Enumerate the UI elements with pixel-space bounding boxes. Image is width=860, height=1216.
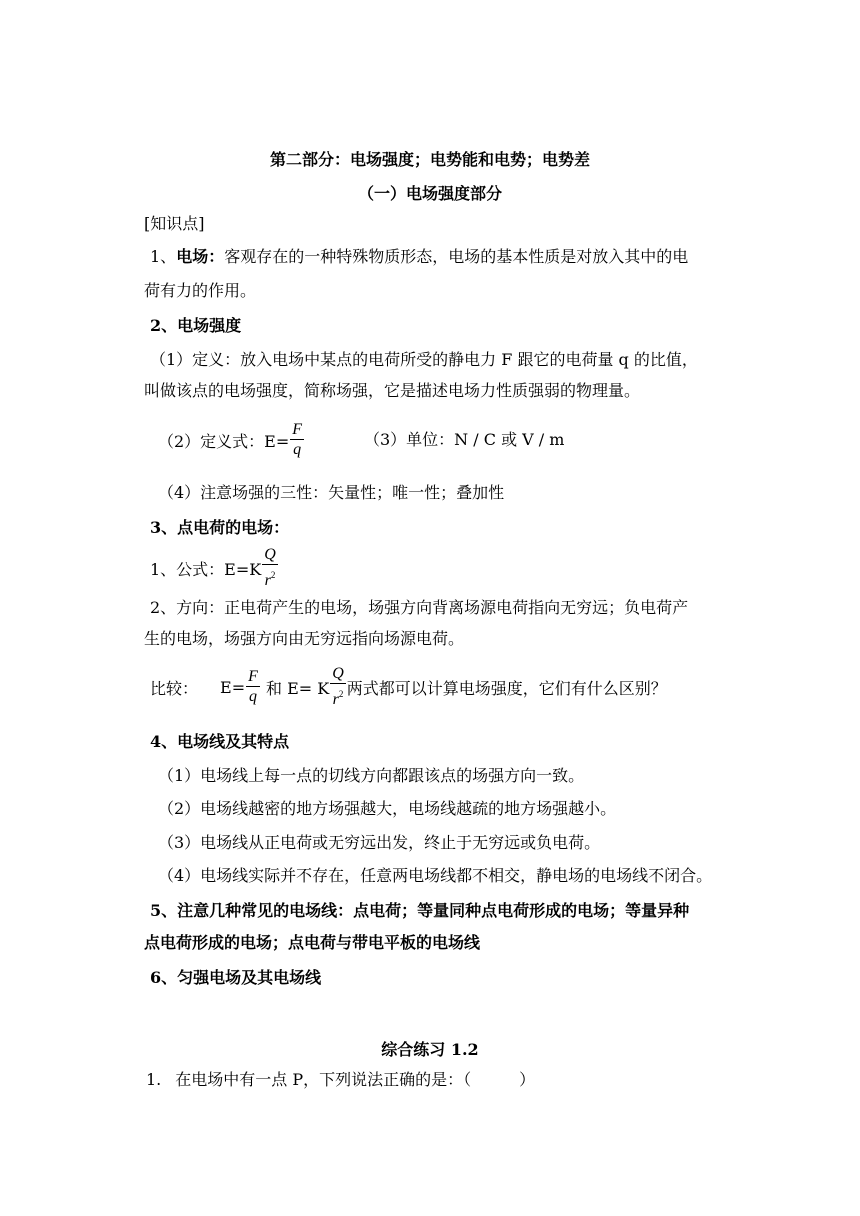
field-line-point-3: （3）电场线从正电荷或无穷远出发，终止于无穷远或负电荷。 [158,833,601,852]
section-title: （一）电场强度部分 [357,184,502,203]
denominator: $r^2$ [332,689,344,708]
compare-question: 两式都可以计算电场强度，它们有什么区别？ [346,679,667,698]
field-definition: 客观存在的一种特殊物质形态，电场的基本性质是对放入其中的电 [224,247,689,266]
fraction-q-over-r2 [330,665,346,710]
numerator: Q [332,665,344,682]
direction-line-2: 生的电场，场强方向由无穷远指向场源电荷。 [144,629,465,648]
unit-line: （3）单位：N / C 或 V / m [364,430,565,449]
exercise-title: 综合练习 1.2 [381,1040,479,1059]
fraction-f-over-q [290,421,304,460]
definition-line-2: 叫做该点的电场强度，简称场强，它是描述电场力性质强弱的物理量。 [144,381,641,400]
heading-field-lines: 4、电场线及其特点 [150,732,290,751]
fraction-f-over-q [246,668,260,707]
term-field: 电场： [176,247,225,266]
compare-line [150,665,667,710]
formula-label: （2）定义式：E= [158,432,290,451]
definition-line-1: （1）定义：放入电场中某点的电荷所受的静电力 F 跟它的电荷量 q 的比值， [150,350,698,369]
heading-common-field-lines: 5、注意几种常见的电场线：点电荷；等量同种点电荷形成的电场；等量异种 [150,901,690,920]
direction-line-1: 2、方向：正电荷产生的电场，场强方向背离场源电荷指向无穷远；负电荷产 [150,598,689,617]
page-title: 第二部分：电场强度；电势能和电势；电势差 [269,150,590,169]
definition-formula [158,421,305,460]
heading-common-field-lines-cont: 点电荷形成的电场；点电荷与带电平板的电场线 [144,933,481,952]
question-text: 在电场中有一点 P，下列说法正确的是：（ ） [175,1070,536,1089]
three-properties: （4）注意场强的三性：矢量性；唯一性；叠加性 [158,483,505,502]
numerator: F [248,668,258,685]
item-number: 1、 [150,247,177,266]
field-definition-cont: 荷有力的作用。 [144,281,257,300]
numerator: F [292,421,303,438]
formula-label: 1、公式：E=K [150,560,262,579]
numerator: Q [264,546,276,563]
denominator: q [249,688,257,705]
paragraph-field [150,247,688,267]
fraction-q-over-r2 [262,546,278,591]
heading-point-charge: 3、点电荷的电场： [150,518,290,537]
point-charge-formula [150,546,279,591]
field-line-point-2: （2）电场线越密的地方场强越大，电场线越疏的地方场强越小。 [158,799,617,818]
heading-uniform-field: 6、匀强电场及其电场线 [150,968,322,987]
question-number: 1. [146,1070,162,1089]
field-line-point-4: （4）电场线实际并不存在，任意两电场线都不相交，静电场的电场线不闭合。 [158,866,713,885]
denominator: q [293,441,302,458]
field-line-point-1: （1）电场线上每一点的切线方向都跟该点的场强方向一致。 [158,766,585,785]
knowledge-label: [知识点] [144,214,205,233]
compare-e1: E= [220,678,246,697]
heading-field-strength: 2、电场强度 [150,316,242,335]
question-1 [146,1070,535,1090]
compare-and: 和 E= K [260,679,330,698]
compare-label: 比较： [150,679,199,698]
denominator: $r^2$ [264,570,276,589]
